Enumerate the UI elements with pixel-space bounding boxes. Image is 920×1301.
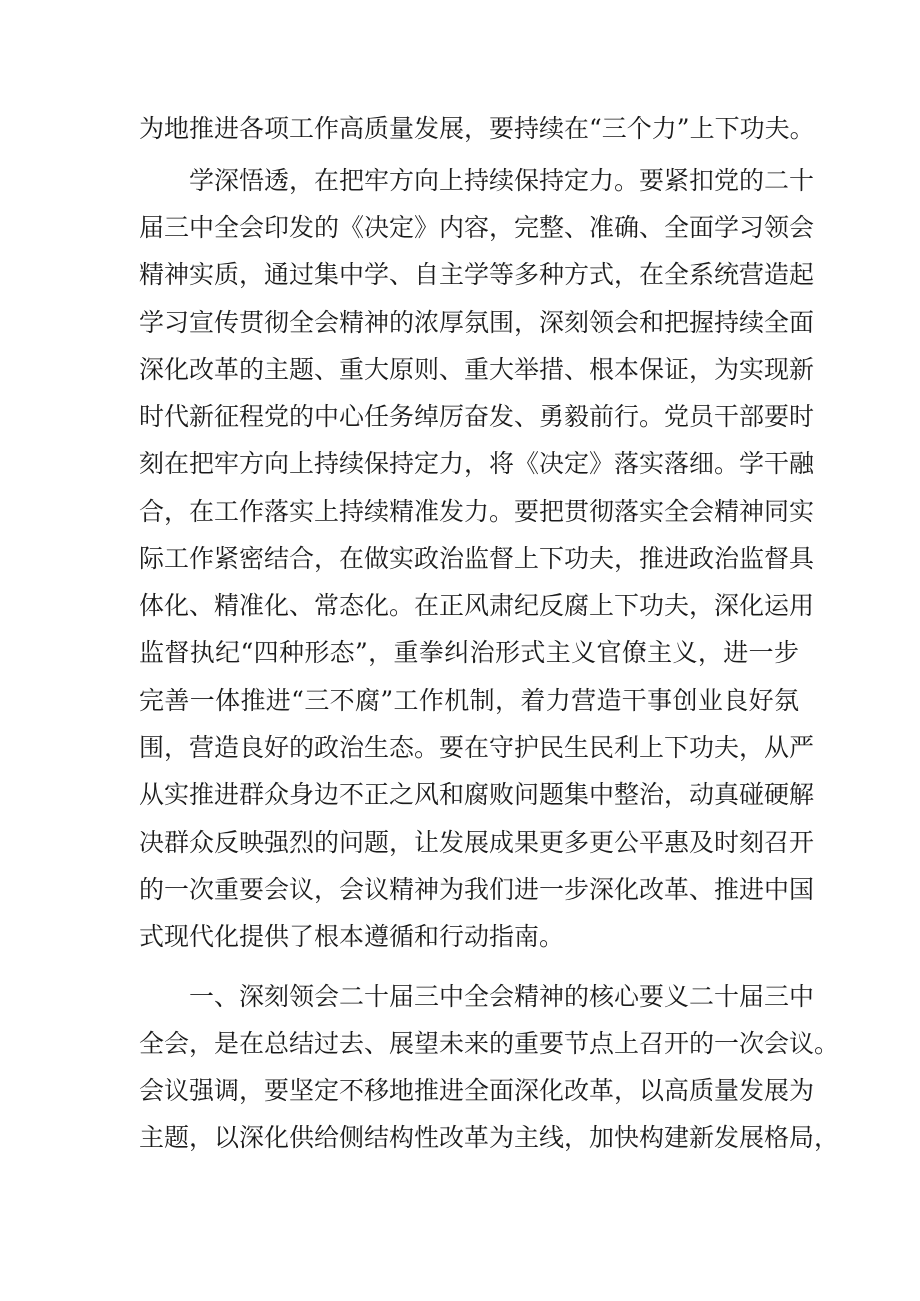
text-line: 会议强调，要坚定不移地推进全面深化改革，以高质量发展为: [139, 1076, 815, 1105]
text-line: 监督执纪“四种形态”，重拳纠治形式主义官僚主义，进一步: [139, 638, 799, 667]
text-line: 主题，以深化供给侧结构性改革为主线，加快构建新发展格局，: [139, 1123, 840, 1152]
text-line: 刻在把牢方向上持续保持定力，将《决定》落实落细。学干融: [139, 449, 815, 478]
text-line: 式现代化提供了根本遵循和行动指南。: [139, 922, 565, 951]
text-line: 合，在工作落实上持续精准发力。要把贯彻落实全会精神同实: [139, 497, 815, 526]
text-line: 际工作紧密结合，在做实政治监督上下功夫，推进政治监督具: [139, 544, 815, 573]
text-line: 学习宣传贯彻全会精神的浓厚氛围，深刻领会和把握持续全面: [139, 308, 815, 337]
paragraph-first-line: 学深悟透，在把牢方向上持续保持定力。要紧扣党的二十: [189, 166, 815, 195]
text-line: 围，营造良好的政治生态。要在守护民生民利上下功夫，从严: [139, 733, 815, 762]
text-line: 精神实质，通过集中学、自主学等多种方式，在全系统营造起: [139, 260, 815, 289]
text-line: 的一次重要会议，会议精神为我们进一步深化改革、推进中国: [139, 875, 815, 904]
text-line: 决群众反映强烈的问题，让发展成果更多更公平惠及时刻召开: [139, 828, 815, 857]
text-line: 为地推进各项工作高质量发展，要持续在“三个力”上下功夫。: [139, 114, 815, 143]
text-line: 体化、精准化、常态化。在正风肃纪反腐上下功夫，深化运用: [139, 591, 815, 620]
text-line: 全会，是在总结过去、展望未来的重要节点上召开的一次会议。: [139, 1029, 840, 1058]
section-heading-line: 一、深刻领会二十届三中全会精神的核心要义二十届三中: [189, 982, 815, 1011]
text-line: 完善一体推进“三不腐”工作机制，着力营造干事创业良好氛: [139, 686, 799, 715]
text-line: 届三中全会印发的《决定》内容，完整、准确、全面学习领会: [139, 213, 815, 242]
text-line: 从实推进群众身边不正之风和腐败问题集中整治，动真碰硬解: [139, 780, 815, 809]
text-line: 时代新征程党的中心任务绰厉奋发、勇毅前行。党员干部要时: [139, 402, 815, 431]
text-line: 深化改革的主题、重大原则、重大举措、根本保证，为实现新: [139, 355, 815, 384]
